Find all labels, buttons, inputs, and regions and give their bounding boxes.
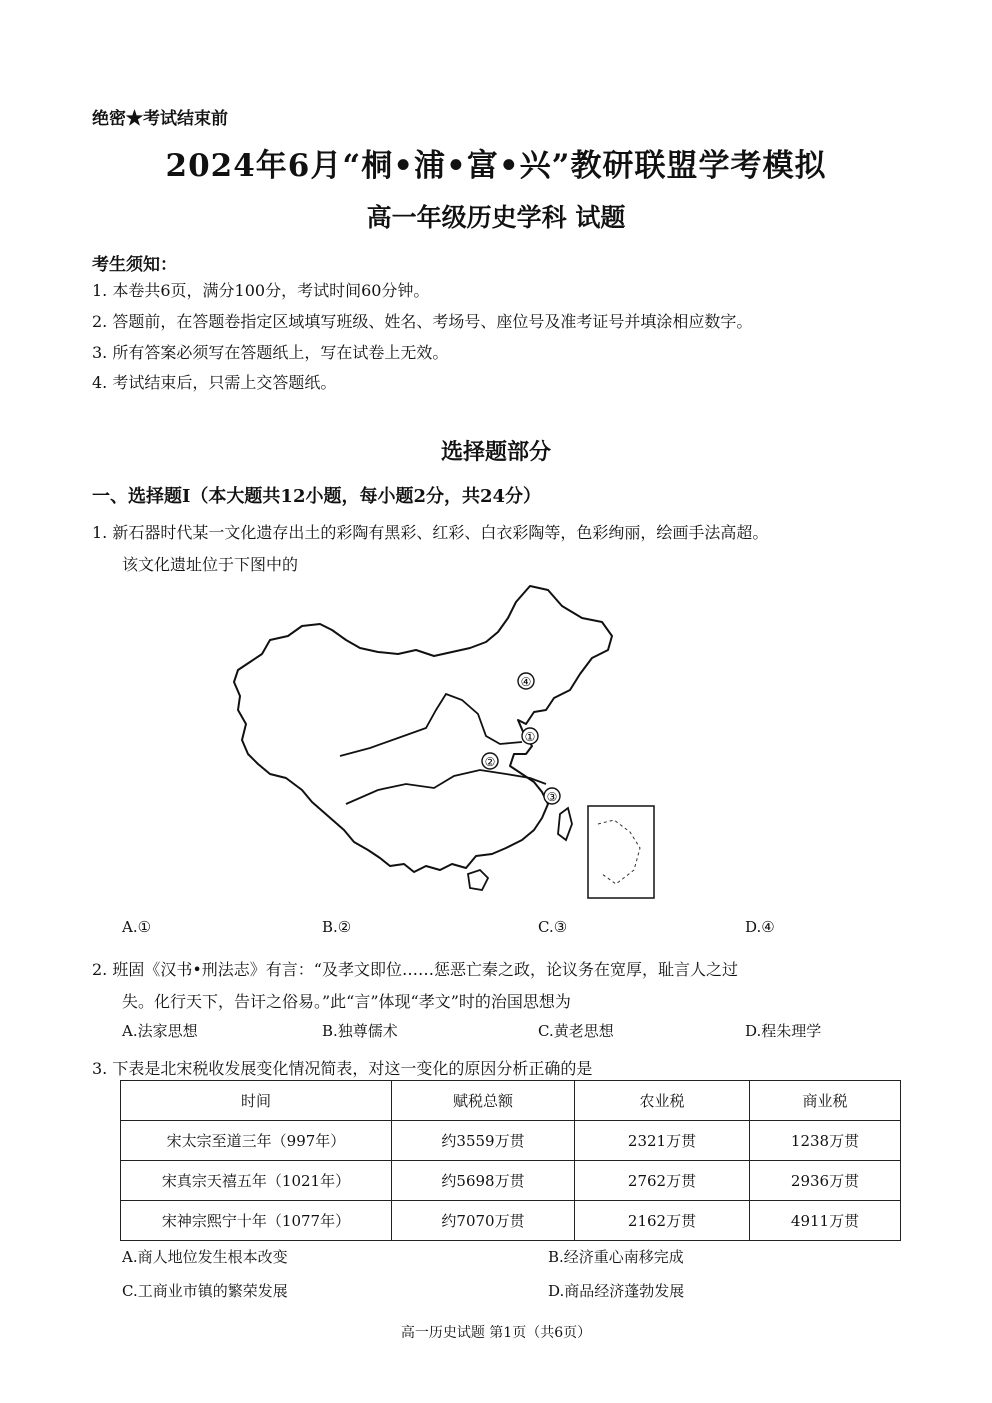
notice-item: 3. 所有答案必须写在答题纸上，写在试卷上无效。: [92, 343, 449, 362]
option-b: B.②: [322, 918, 352, 936]
table-row: [121, 1161, 901, 1201]
option-b: B.经济重心南移完成: [548, 1248, 684, 1266]
table-cell: 宋真宗天禧五年（1021年）: [121, 1161, 392, 1201]
table-cell: 宋太宗至道三年（997年）: [121, 1121, 392, 1161]
option-a: A.①: [122, 918, 152, 936]
svg-text:②: ②: [484, 755, 496, 769]
col-header-time: 时间: [121, 1081, 392, 1121]
col-header-total: 赋税总额: [392, 1081, 575, 1121]
col-header-agri: 农业税: [575, 1081, 750, 1121]
part-title: 一、选择题Ⅰ（本大题共12小题，每小题2分，共24分）: [92, 486, 542, 507]
table-cell: 2162万贯: [575, 1201, 750, 1241]
notice-item: 2. 答题前，在答题卷指定区域填写班级、姓名、考场号、座位号及准考证号并填涂相应数字。: [92, 312, 753, 331]
china-map: [230, 578, 670, 908]
table-cell: 约5698万贯: [392, 1161, 575, 1201]
col-header-commerce: 商业税: [750, 1081, 901, 1121]
map-marker-4: [518, 673, 534, 689]
question-1-text: 1. 新石器时代某一文化遗存出土的彩陶有黑彩、红彩、白衣彩陶等，色彩绚丽，绘画手法高超。: [92, 523, 769, 542]
svg-text:①: ①: [524, 730, 536, 744]
taiwan-island: [558, 808, 572, 840]
table-cell: 1238万贯: [750, 1121, 901, 1161]
map-marker-1: [522, 728, 538, 744]
map-marker-3: [544, 788, 560, 804]
table-cell: 约3559万贯: [392, 1121, 575, 1161]
yellow-river: [340, 694, 522, 756]
hainan-island: [468, 870, 488, 890]
option-c: C.工商业市镇的繁荣发展: [122, 1282, 288, 1300]
option-b: B.独尊儒术: [322, 1022, 398, 1040]
table-cell: 2762万贯: [575, 1161, 750, 1201]
notice-item: 1. 本卷共6页，满分100分，考试时间60分钟。: [92, 281, 430, 300]
table-cell: 宋神宗熙宁十年（1077年）: [121, 1201, 392, 1241]
table-row: [121, 1201, 901, 1241]
question-3-text: 3. 下表是北宋税收发展变化情况简表，对这一变化的原因分析正确的是: [92, 1059, 593, 1078]
tax-table: [120, 1080, 901, 1241]
question-2-text: 2. 班固《汉书•刑法志》有言：“及孝文即位……惩恶亡秦之政，论议务在宽厚，耻言人之过: [92, 960, 738, 979]
table-cell: 2321万贯: [575, 1121, 750, 1161]
svg-text:③: ③: [546, 790, 558, 804]
option-c: C.③: [538, 918, 568, 936]
section-title: 选择题部分: [440, 439, 551, 465]
svg-text:④: ④: [520, 675, 532, 689]
map-marker-2: [482, 753, 498, 769]
yangtze-river: [346, 770, 546, 804]
option-d: D.④: [745, 918, 775, 936]
option-a: A.商人地位发生根本改变: [122, 1248, 288, 1266]
table-cell: 4911万贯: [750, 1201, 901, 1241]
option-d: D.商品经济蓬勃发展: [548, 1282, 685, 1300]
confidential-label: 绝密★考试结束前: [92, 109, 228, 129]
exam-title: 2024年6月“桐•浦•富•兴”教研联盟学考模拟: [165, 148, 827, 184]
exam-subtitle: 高一年级历史学科 试题: [366, 203, 626, 232]
table-header-row: [121, 1081, 901, 1121]
option-a: A.法家思想: [122, 1022, 198, 1040]
option-c: C.黄老思想: [538, 1022, 614, 1040]
option-d: D.程朱理学: [745, 1022, 822, 1040]
table-cell: 约7070万贯: [392, 1201, 575, 1241]
table-cell: 2936万贯: [750, 1161, 901, 1201]
table-row: [121, 1121, 901, 1161]
question-2-text-cont: 失。化行天下，告讦之俗易。”此“言”体现“孝文”时的治国思想为: [122, 992, 571, 1011]
notice-heading: 考生须知：: [92, 255, 177, 275]
notice-item: 4. 考试结束后，只需上交答题纸。: [92, 373, 337, 392]
south-sea-inset: [588, 806, 654, 898]
page-footer: 高一历史试题 第1页（共6页）: [400, 1325, 592, 1341]
question-1-text-cont: 该文化遗址位于下图中的: [122, 555, 299, 574]
